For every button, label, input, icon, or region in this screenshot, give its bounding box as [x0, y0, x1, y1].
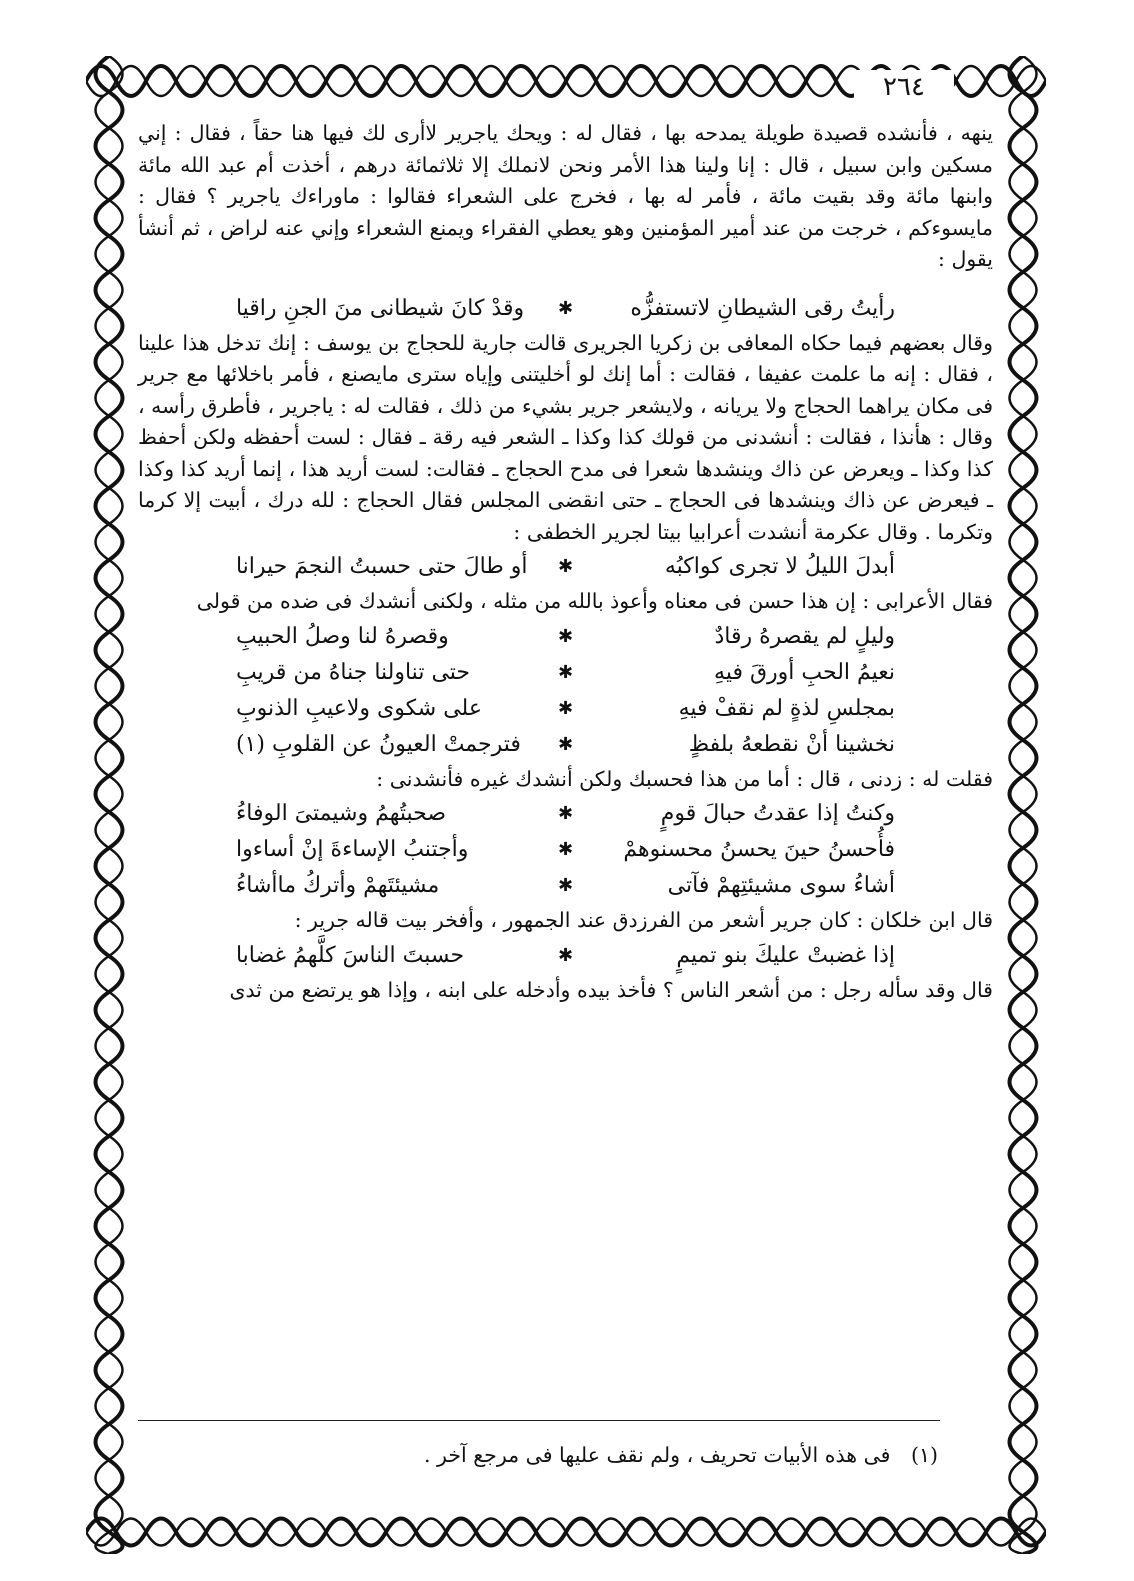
- verse-line: [138, 797, 993, 831]
- verse-second-hemistich: وأجتنبُ الإساءةَ إنْ أساءوا: [235, 837, 469, 862]
- verse-line: [138, 292, 993, 326]
- verse-line: [138, 728, 993, 762]
- paragraph: فقلت له : زدنى ، قال : أما من هذا فحسبك ولكن أنشدك غيره فأنشدنى :: [376, 766, 993, 791]
- footnote-marker: (١): [910, 1443, 938, 1467]
- verse-second-hemistich: وقصرهُ لنا وصلُ الحبيبِ: [235, 623, 449, 649]
- paragraph: وقال بعضهم فيما حكاه المعافى بن زكريا الجريرى قالت جارية للحجاج بن يوسف : إنك تدخل هذا علينا ، فقال : إنه ما علمت عفيفا ، فقالت : أما إنك لو أخليتنى وإياه سترى مايصنع ، فأمر باخلائها مع جرير فى مكان يراهما الحجاج ولا يريانه ، ولايشعر جرير بشيء من ذلك ، فقالت له : ياجرير ، فأطرق رأسه ، وقال : هأنذا ، فقالت : أنشدنى من قولك كذا وكذا ـ الشعر فيه رقة ـ فقال : لست أحفظه ولكن أحفظ كذا وكذا ـ ويعرض عن ذاك وينشدها شعرا فى مدح الحجاج ـ فقالت: لست أريد هذا ، إنما أريد كذا وكذا ـ فيعرض عن ذاك وينشدها فى الحجاج ـ حتى انقضى المجلس فقال الحجاج : لله درك ، أبيت إلا كرما وتكرما . وقال عكرمة أنشدت أعرابيا بيتا لجرير الخطفى :: [137, 330, 993, 544]
- paragraph: ينهه ، فأنشده قصيدة طويلة يمدحه بها ، فقال له : ويحك ياجرير لاأرى لك فيها هنا حقاً ، فقال : إني مسكين وابن سبيل ، قال : إنا ولينا هذا الأمر ونحن لانملك إلا ثلاثمائة درهم ، أخذت أم عبد الله مائة وابنها مائة وقد بقيت مائة ، فأمر له بها ، فخرج على الشعراء فقالوا : ماوراءك ياجرير ؟ فقال : مايسوءكم ، خرجت من عند أمير المؤمنين وهو يعطي الفقراء ويمنع الشعراء وإني عنه لراض ، ثم أنشأ يقول :: [138, 121, 993, 271]
- verse-separator: ✱: [557, 661, 574, 683]
- page-body: [138, 118, 993, 1498]
- verse-second-hemistich: فترجمتْ العيونُ عن القلوبِ (١): [235, 731, 521, 757]
- verse-first-hemistich: وكنتُ إذا عقدتُ حبالَ قومٍ: [660, 801, 896, 826]
- verse-separator: ✱: [557, 297, 574, 319]
- paragraph: قال ابن خلكان : كان جرير أشعر من الفرزدق عند الجمهور ، وأفخر بيت قاله جرير :: [294, 908, 993, 932]
- verse-second-hemistich: على شكوى ولاعيبِ الذنوبِ: [235, 695, 482, 721]
- decorative-border-right: [1000, 56, 1046, 1554]
- verse-first-hemistich: فأُحسنُ حينَ يحسنُ محسنوهمْ: [623, 837, 896, 862]
- verse-first-hemistich: أشاءُ سوى مشيئتِهمْ فآتى: [667, 873, 896, 898]
- verse-second-hemistich: مشيئتَهمْ وأتركُ ماأشاءُ: [235, 873, 440, 898]
- verse-line: [138, 833, 993, 867]
- verse-line: [138, 939, 993, 973]
- verse-second-hemistich: صحبتُهمُ وشيمتىَ الوفاءُ: [235, 801, 447, 826]
- verse-separator: ✱: [557, 839, 574, 860]
- verse-line: [138, 869, 993, 903]
- decorative-border-bottom: [86, 1510, 1046, 1554]
- verse-second-hemistich: حتى تناولنا جناهُ من قريبِ: [235, 659, 471, 685]
- verse-second-hemistich: حسبتَ الناسَ كلَّهمُ غضابا: [235, 942, 465, 968]
- verse-separator: ✱: [557, 875, 574, 896]
- chain-ornament-icon: [1000, 56, 1046, 1554]
- chain-ornament-icon: [86, 1510, 1046, 1554]
- footnote-text: فى هذه الأبيات تحريف ، ولم نقف عليها فى مرجع آخر .: [424, 1443, 891, 1467]
- verse-second-hemistich: وقدْ كانَ شيطانى منَ الجنِ راقيا: [235, 295, 525, 321]
- verse-line: [138, 550, 993, 584]
- decorative-border-left: [86, 56, 132, 1554]
- footnote: [138, 1440, 938, 1470]
- verse-separator: ✱: [557, 803, 574, 824]
- verse-first-hemistich: رأيتُ رقى الشيطانِ لاتستفزُّه: [630, 295, 896, 321]
- verse-first-hemistich: أبدلَ الليلُ لا تجرى كواكبُه: [664, 554, 896, 579]
- verse-separator: ✱: [557, 556, 574, 577]
- verse-first-hemistich: بمجلسِ لذةٍ لم نقفْ فيهِ: [678, 695, 896, 721]
- verse-first-hemistich: إذا غضبتْ عليكَ بنو تميمٍ: [676, 942, 896, 968]
- verse-first-hemistich: وليلٍ لم يقصرهُ رقادٌ: [714, 623, 896, 649]
- page-number: ٢٦٤: [854, 70, 954, 104]
- verse-separator: ✱: [557, 944, 574, 966]
- verse-separator: ✱: [557, 733, 574, 755]
- verse-first-hemistich: نعيمُ الحبِ أورقَ فيهِ: [714, 659, 896, 685]
- verse-line: [138, 692, 993, 726]
- verse-line: [138, 620, 993, 654]
- paragraph: فقال الأعرابى : إن هذا حسن فى معناه وأعوذ بالله من مثله ، ولكنى أنشدك فى ضده من قولى: [196, 589, 993, 613]
- verse-first-hemistich: نخشينا أنْ نقطعهُ بلفظٍ: [688, 731, 896, 757]
- chain-ornament-icon: [86, 56, 132, 1554]
- verse-second-hemistich: أو طالَ حتى حسبتُ النجمَ حيرانا: [235, 554, 528, 579]
- verse-separator: ✱: [557, 625, 574, 647]
- verse-line: [138, 656, 993, 690]
- paragraph: قال وقد سأله رجل : من أشعر الناس ؟ فأخذ بيده وأدخله على ابنه ، وإذا هو يرتضع من ثدى: [229, 977, 993, 1002]
- verse-separator: ✱: [557, 697, 574, 719]
- footnote-divider: [138, 1420, 940, 1421]
